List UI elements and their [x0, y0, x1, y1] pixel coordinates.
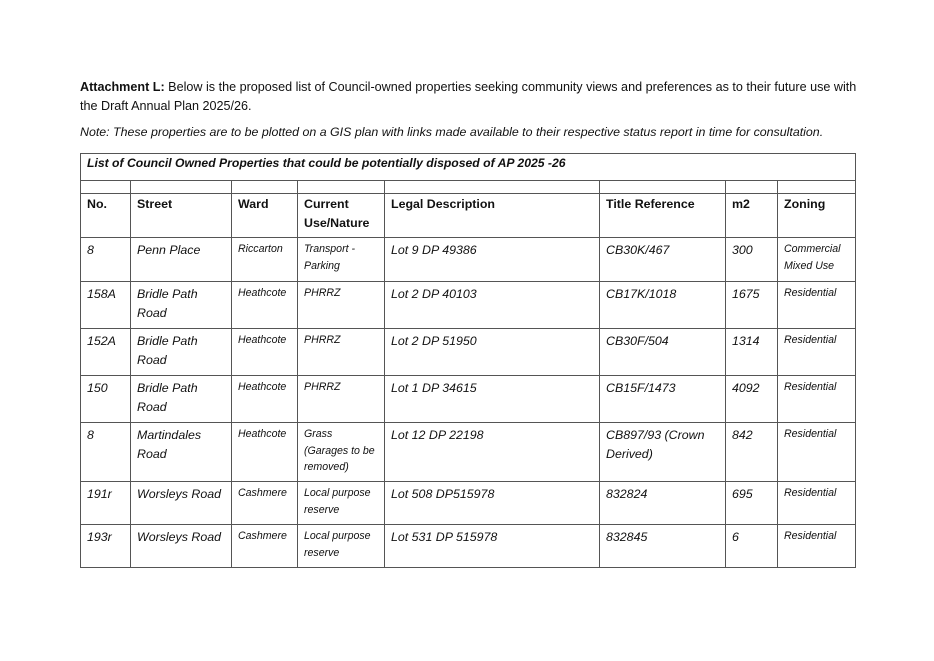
- cell-street: Bridle Path Road: [131, 376, 232, 423]
- cell-ward: Riccarton: [232, 238, 298, 282]
- table-caption-row: [81, 154, 856, 181]
- cell-ward: Heathcote: [232, 376, 298, 423]
- cell-no: 8: [81, 423, 131, 482]
- cell-title-reference: 832824: [600, 482, 726, 525]
- cell-no: 150: [81, 376, 131, 423]
- cell-street: Worsleys Road: [131, 482, 232, 525]
- cell-no: 191r: [81, 482, 131, 525]
- cell-street: Martindales Road: [131, 423, 232, 482]
- header-no: No.: [81, 194, 131, 238]
- cell-zoning: Residential: [778, 376, 856, 423]
- header-current-use: Current Use/Nature: [298, 194, 385, 238]
- cell-street: Bridle Path Road: [131, 282, 232, 329]
- table-row: [81, 238, 856, 282]
- cell-title-reference: 832845: [600, 525, 726, 568]
- cell-title-reference: CB17K/1018: [600, 282, 726, 329]
- cell-legal-description: Lot 9 DP 49386: [385, 238, 600, 282]
- cell-zoning: Commercial Mixed Use: [778, 238, 856, 282]
- cell-title-reference: CB897/93 (Crown Derived): [600, 423, 726, 482]
- cell-street: Penn Place: [131, 238, 232, 282]
- cell-zoning: Residential: [778, 282, 856, 329]
- table-row: [81, 525, 856, 568]
- header-title-reference: Title Reference: [600, 194, 726, 238]
- cell-title-reference: CB30F/504: [600, 329, 726, 376]
- cell-ward: Cashmere: [232, 482, 298, 525]
- cell-m2: 695: [726, 482, 778, 525]
- cell-title-reference: CB30K/467: [600, 238, 726, 282]
- cell-current-use: Transport - Parking: [298, 238, 385, 282]
- table-body: [81, 238, 856, 568]
- header-zoning: Zoning: [778, 194, 856, 238]
- properties-table: [80, 153, 856, 568]
- cell-m2: 1675: [726, 282, 778, 329]
- table-header-row: [81, 194, 856, 238]
- cell-ward: Cashmere: [232, 525, 298, 568]
- cell-legal-description: Lot 12 DP 22198: [385, 423, 600, 482]
- header-legal-description: Legal Description: [385, 194, 600, 238]
- cell-legal-description: Lot 508 DP515978: [385, 482, 600, 525]
- cell-no: 193r: [81, 525, 131, 568]
- header-street: Street: [131, 194, 232, 238]
- cell-zoning: Residential: [778, 423, 856, 482]
- table-row: [81, 329, 856, 376]
- cell-legal-description: Lot 531 DP 515978: [385, 525, 600, 568]
- cell-current-use: Grass (Garages to be removed): [298, 423, 385, 482]
- cell-title-reference: CB15F/1473: [600, 376, 726, 423]
- cell-m2: 1314: [726, 329, 778, 376]
- cell-no: 152A: [81, 329, 131, 376]
- cell-ward: Heathcote: [232, 282, 298, 329]
- cell-m2: 300: [726, 238, 778, 282]
- cell-current-use: Local purpose reserve: [298, 525, 385, 568]
- cell-street: Worsleys Road: [131, 525, 232, 568]
- cell-legal-description: Lot 2 DP 51950: [385, 329, 600, 376]
- cell-current-use: PHRRZ: [298, 282, 385, 329]
- cell-m2: 842: [726, 423, 778, 482]
- cell-street: Bridle Path Road: [131, 329, 232, 376]
- table-row: [81, 482, 856, 525]
- cell-m2: 4092: [726, 376, 778, 423]
- table-row: [81, 282, 856, 329]
- cell-current-use: PHRRZ: [298, 376, 385, 423]
- cell-zoning: Residential: [778, 482, 856, 525]
- table-row: [81, 376, 856, 423]
- cell-legal-description: Lot 1 DP 34615: [385, 376, 600, 423]
- cell-ward: Heathcote: [232, 329, 298, 376]
- attachment-label: Attachment L:: [80, 80, 165, 94]
- consultation-note: Note: These properties are to be plotted on a GIS plan with links made available to their respective status report in time for consultation.: [80, 125, 824, 139]
- cell-zoning: Residential: [778, 525, 856, 568]
- attachment-text: Below is the proposed list of Council-owned properties seeking community views and preferences as to their future use with the Draft Annual Plan 2025/26.: [80, 80, 857, 113]
- cell-ward: Heathcote: [232, 423, 298, 482]
- cell-legal-description: Lot 2 DP 40103: [385, 282, 600, 329]
- attachment-intro: [80, 78, 870, 116]
- table-spacer-row: [81, 181, 856, 194]
- cell-m2: 6: [726, 525, 778, 568]
- cell-no: 8: [81, 238, 131, 282]
- header-ward: Ward: [232, 194, 298, 238]
- cell-zoning: Residential: [778, 329, 856, 376]
- header-m2: m2: [726, 194, 778, 238]
- table-caption: List of Council Owned Properties that could be potentially disposed of AP 2025 -26: [81, 154, 856, 181]
- cell-no: 158A: [81, 282, 131, 329]
- cell-current-use: PHRRZ: [298, 329, 385, 376]
- table-row: [81, 423, 856, 482]
- cell-current-use: Local purpose reserve: [298, 482, 385, 525]
